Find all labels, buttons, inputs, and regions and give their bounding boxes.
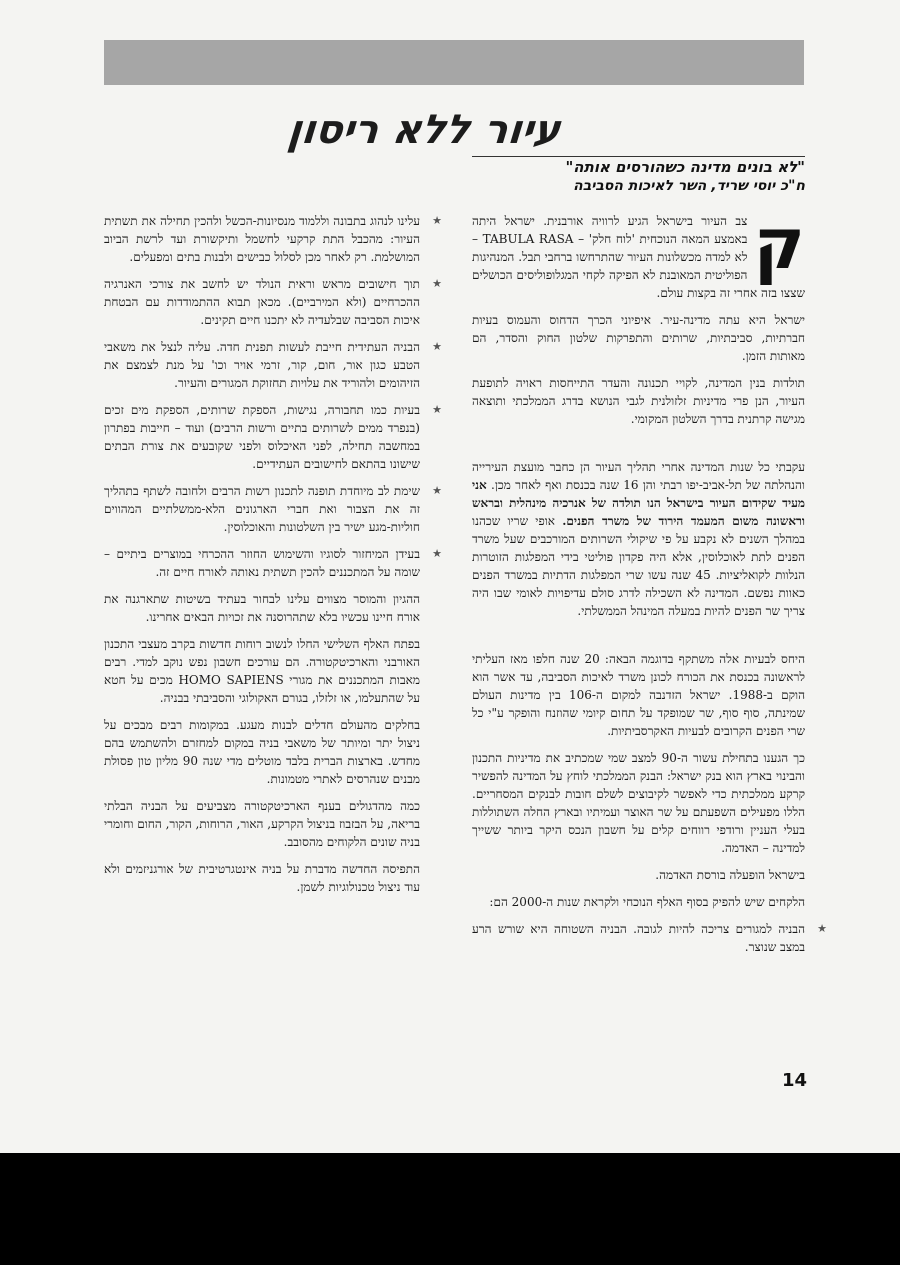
paragraph: ישראל היא עתה מדינה-עיר. איפיוני הכרך הדחוס והעמוס בעיות חברתיות, סביבתיות, שרותים והתפרקות שלטון החוק והסדר, הם מאותות הזמן. — [472, 313, 805, 363]
paragraph-text: צב העיור בישראל הגיע לרוויה אורבנית. ישראל היתה באמצע המאה הנוכחית 'לוח חלק' – TABULA RASA – לא למדה מכשלונות העיור שהתרחשו ברחבי תבל. המנהיגות הפוליטית המאובנת לא הפיקה לקחי המגלופוליסים הכושלים שצצו בזה אחרי זה בקצות עולם. — [472, 214, 805, 300]
header-band — [104, 40, 804, 85]
paragraph: התפיסה החדשה מדברת על בניה אינטגרטיבית של אורגניזמים ולא עוד ניצול טכנולוגיות לשמן. — [104, 862, 420, 894]
bold-statement: אני מעיד שקידום העיור בישראל הנו תולדה של אנרכיה מינהלית ובראש וראשונה משום המעמד הירוד של משרד הפנים. — [472, 478, 805, 528]
paragraph: היחס לבעיות אלה משתקף בדוגמה הבאה: 20 שנה חלפו מאז העליתי לראשונה בכנסת את הכורח לכונן משרד לאיכות הסביבה, עד אשר הוא הוקם ב-1988. ישראל הזדנבה למקום ה-106 בין מדינות העולם שמינתה, סוף סוף, שר שמופקד על תחום קיומי שהוזנח והופקר ע"י כל שרי הפנים הקרובים לבעיות האקרסביתיות. — [472, 652, 805, 738]
paragraph-text: עקבתי כל שנות המדינה אחרי תהליך העיור הן כחבר מועצת העירייה והנהלתה של תל-אביב-יפו רבתי והן 16 שנה בכנסת ואף לאחר מכן. — [472, 460, 805, 492]
bullet-text: שימת לב מיוחדת תופנה לתכנון רשות הרבים ולחובה לשתף בתהליך זה את הצבור ואת חברי הארגונים הלא-ממשלתיים המהווים חוליות-מגע ישיר בין השלטונות והאוכלוסין. — [104, 484, 420, 534]
bullet-item — [472, 920, 827, 956]
paragraph: ההגיון והמוסר מצווים עלינו לבחור בעתיד בשיטות שתארגנה את אורח חיינו עכשיו בלא שתהרוסנה את זכויות הבאים אחרינו. — [104, 592, 420, 624]
star-bullet-icon: ★ — [432, 547, 442, 560]
bullet-item — [104, 482, 442, 536]
subtitle-block — [472, 158, 805, 196]
column-right — [472, 203, 827, 965]
star-bullet-icon: ★ — [432, 214, 442, 227]
paragraph: כך הגענו בתחילת עשור ה-90 למצב שמי שמכתיב את מדיניות התכנון והבינוי בארץ הוא בנק ישראל: הבנק הממלכתי לוחץ על המדינה להפשיר קרקע ממלכתית כדי לאפשר לקיבוצים לשלם חובות לבנקים המסחריים. הללו מפעילים השפעתם על שר האוצר ועמיתיו ובארץ החלה השתוללות בעלי העניין ורודפי רווחים קלים על חשבון הנכס היקר ביותר ששייך למדינה – האדמה. — [472, 751, 805, 855]
column-left — [104, 212, 442, 905]
paragraph: בחלקים מהעולם חדלים לבנות מעגע. במקומות רבים מבכים על ניצול יתר ומיותר של משאבי בניה במקום למחזרם ולהשתמש בהם מחדש. בארצות הברית בלבד מוטלים מדי שנה 90 מליון טון פסולת מבנים שנהרסים לאתרי מטמונות. — [104, 718, 420, 786]
bullet-text: בעיות כמו תחבורה, נגישות, הספקת שרותים, הספקת מים זכים (בנפרד ממים לשרותים בתיים ורשות הרבים) ועוד – חייבות בפתרון במחשבה תחילה, לפני האיכלוס ולפני שקובעים את צורת הבתים שישונו בהתאם לחישובים העתידיים. — [104, 403, 420, 471]
bullet-item — [104, 338, 442, 392]
star-bullet-icon: ★ — [432, 403, 442, 416]
bullet-text: בעידן המיחזור לסוגיו והשימוש החוזר ההכרחי במוצרים ביתיים – שומה על המתכננים להכין תשתית נאותה לאורח חיים זה. — [104, 547, 420, 579]
subtitle-author: ח"כ יוסי שריד, השר לאיכות הסביבה — [573, 178, 805, 194]
paragraph: בפתח האלף השלישי החלו לנשוב רוחות חדשות בקרב מעצבי התכנון האורבני והארכיטקטורה. הם עורכים חשבון נפש נוקב למדי. רבים מאבות המתכננים את מגורי HOMO SAPIENS מכים על חטא על שהתעלמו, או זלזלו, בגורם האקולוגי והסביבתי בבניה. — [104, 637, 420, 705]
subtitle-quote: "לא בונים מדינה כשהורסים אותה" — [565, 158, 805, 176]
paragraph: תולדות בנין המדינה, לקויי תכנונה והעדר התייחסות ראויה לתופעת העיור, הנן פרי מדיניות זלזולנית לגבי הנושא בדרג הממלכתי ותוצאה מגישה קרתנית בדרך השלטון המקומי. — [472, 376, 805, 426]
star-bullet-icon: ★ — [817, 922, 827, 935]
subtitle-rule — [472, 156, 805, 157]
bullet-item — [104, 545, 442, 581]
bullet-item — [104, 401, 442, 473]
bullet-item — [104, 212, 442, 266]
bullet-text: הבניה למגורים צריכה להיות לגובה. הבניה השטוחה היא שורש הרע במצב שנוצר. — [472, 922, 805, 954]
paragraph: כמה מהדגולים בענף הארכיטקטורה מצביעים על הבניה הבלתי בריאה, על הבזבוז בניצול הקרקע, האור, הרוחות, הקור, החום וחומרי בניה שונים הלקוחים מהסובב. — [104, 799, 420, 849]
bullet-item — [104, 275, 442, 329]
bullet-text: הבניה העתידית חייבת לעשות תפנית חדה. עליה לנצל את משאבי הטבע כגון אור, חום, קור, זרמי אויר וכו' על מנת לצמצם את הזיהומים ולהוריד את עלויות תחזוקת המגורים והעיור. — [104, 340, 420, 390]
star-bullet-icon: ★ — [432, 484, 442, 497]
star-bullet-icon: ★ — [432, 340, 442, 353]
bullet-text: עלינו לנהוג בתבונה וללמוד מנסיונות-הכשל ולהכין תחילה את תשתית העיור: מהכבל התת קרקעי לחשמל ותיקשורת ועד לרשת הביוב המושלמת. רק לאחר מכן לסלול כבישים ולבנות בתים ומפעלים. — [104, 214, 420, 264]
paragraph: בישראל הופעלה בורסת האדמה. — [655, 868, 805, 882]
article-title: עיור ללא ריסון — [285, 107, 563, 153]
page-number: 14 — [782, 1070, 808, 1091]
star-bullet-icon: ★ — [432, 277, 442, 290]
bullet-text: תוך חישובים מראש וראית הנולד יש לחשב את צורכי האנרגיה ההכרחיים (ולא המירביים). מכאן תבוא ההתמודדות עם הבטחת איכות הסביבה שבלעדיה לא יתכנו חיים תקינים. — [104, 277, 420, 327]
paragraph-text: אופי שריו שכהנו במהלך השנים לא נקבע על פי שיקולי השרותים המורכבים שעל משרד הפנים לתת לאוכלוסין, אלא היה פקדון פוליטי בידי המפלגות הזוטרות הנלוות לקואליציות. 45 שנה עשו שרי המפלגות הדתיות במשרד הפנים כאוות נפשם. המדינה לא השכילה לדרג סולם עדיפויות לאומי שבו היה צריך שר הפנים להיות במעלה המינהל הממשלתי. — [472, 514, 805, 618]
drop-cap: ק — [753, 203, 805, 285]
paragraph — [472, 203, 805, 302]
paragraph: הלקחים שיש להפיק בסוף האלף הנוכחי ולקראת שנות ה-2000 הם: — [489, 895, 805, 909]
paragraph — [472, 458, 805, 620]
